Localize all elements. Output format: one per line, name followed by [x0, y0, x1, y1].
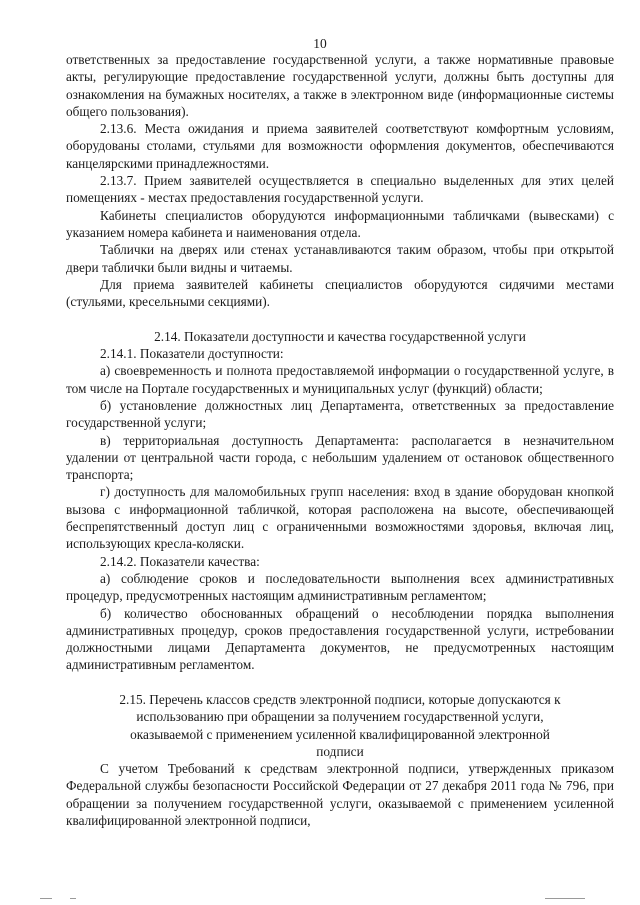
paragraph-2-13-7: 2.13.7. Прием заявителей осуществляется в специально выделенных для этих целей помещениях - местах предоставления государственной услуги. — [66, 173, 614, 206]
list-item-a-deadlines: а) соблюдение сроков и последовательности выполнения всех административных процедур, предусмотренных настоящим административным регламентом; — [66, 570, 614, 604]
paragraph-2-14-1: 2.14.1. Показатели доступности: — [100, 346, 284, 362]
paragraph-electronic-signature: С учетом Требований к средствам электронной подписи, утвержденных приказом Федеральной службы безопасности Российской Федерации от 27 декабря 2011 года № 796, при обращении за получением государственной услуги, оказываемой с применением усиленной квалифицированной электронной подписи, — [66, 761, 614, 829]
paragraph-office-signs: Кабинеты специалистов оборудуются информационными табличками (вывесками) с указанием номера кабинета и наименования отдела. — [66, 207, 614, 240]
section-heading-2-15: 2.15. Перечень классов средств электронной подписи, которые допускаются к использованию при обращении за получением государственной услуги, оказываемой с применением усиленной квалифицированной электронной подписи — [119, 691, 561, 759]
paragraph-2-13-6: 2.13.6. Места ожидания и приема заявителей соответствуют комфортным условиям, оборудованы столами, стульями для возможности оформления документов, обеспечиваются канцелярскими принадлежностями. — [66, 121, 614, 171]
section-heading-2-14: 2.14. Показатели доступности и качества государственной услуги — [154, 328, 526, 344]
paragraph-door-signs: Таблички на дверях или стенах устанавливаются таким образом, чтобы при открытой двери таблички были видны и читаемы. — [66, 242, 614, 275]
section-spacer — [66, 310, 614, 327]
paragraph-2-14-2: 2.14.2. Показатели качества: — [100, 553, 260, 569]
document-body — [66, 51, 614, 829]
page-number: 10 — [313, 36, 327, 51]
list-item-b-complaints: б) количество обоснованных обращений о несоблюдении порядка выполнения административных процедур, сроков предоставления государственной услуги, истребовании должностными лицами Департамента документов, не предусмотренных настоящим административным регламентом. — [66, 605, 614, 673]
list-item-v-territorial: в) территориальная доступность Департамента: располагается в незначительном удалении от центральной части города, с небольшим удалением от остановок общественного транспорта; — [66, 432, 614, 483]
list-item-b-officials: б) установление должностных лиц Департамента, ответственных за предоставление государственной услуги; — [66, 397, 614, 431]
list-item-g-accessibility: г) доступность для маломобильных групп населения: вход в здание оборудован кнопкой вызова с информационной табличкой, которая расположена на высоте, обеспечивающей беспрепятственный доступ лиц с ограниченными возможностями здоровья, включая лиц, использующих кресла-коляски. — [66, 484, 614, 552]
list-item-a-timeliness: а) своевременность и полнота предоставляемой информации о государственной услуге, в том числе на Портале государственных и муниципальных услуг (функций) области; — [66, 363, 614, 396]
section-spacer — [66, 674, 614, 691]
scan-edge-marks — [0, 889, 640, 899]
paragraph-information-availability: ответственных за предоставление государственной услуги, а также нормативные правовые акты, регулирующие предоставление государственной услуги, должны быть доступны для ознакомления на бумажных носителях, а также в электронном виде (информационные системы общего пользования). — [66, 52, 614, 119]
paragraph-seating: Для приема заявителей кабинеты специалистов оборудуются сидячими местами (стульями, кресельными секциями). — [66, 276, 614, 310]
